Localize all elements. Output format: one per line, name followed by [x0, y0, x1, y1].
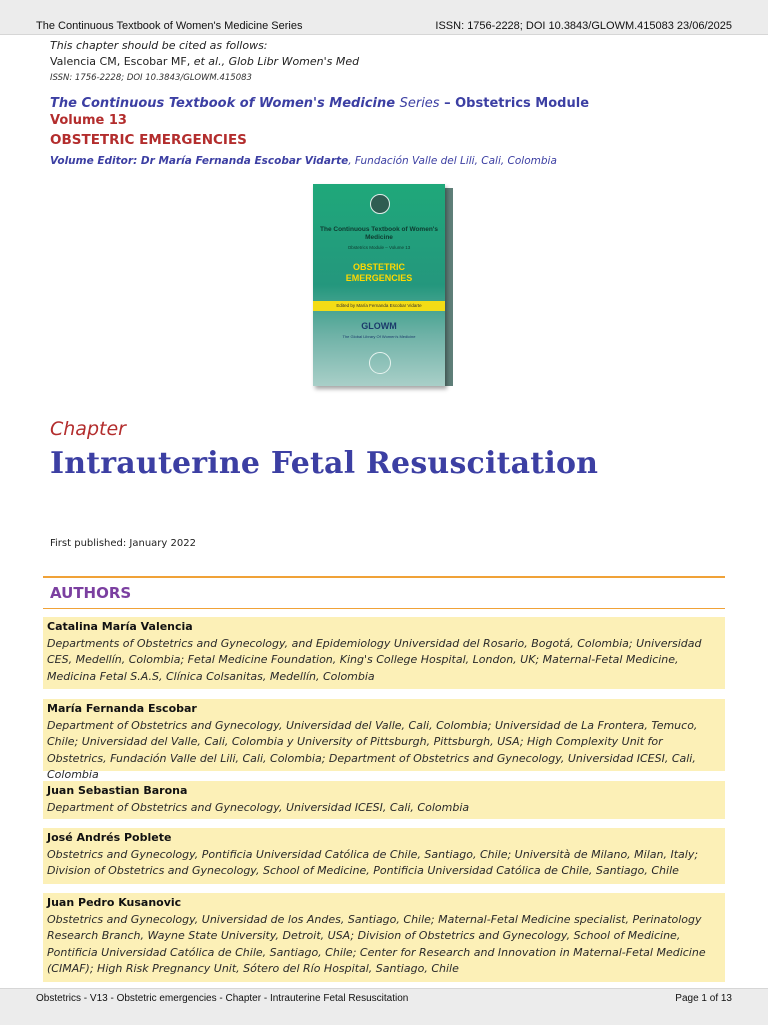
author-card — [43, 893, 725, 982]
series-title: The Continuous Textbook of Women's Medicine — [50, 96, 396, 111]
author-card — [43, 699, 725, 781]
authors-heading — [43, 576, 725, 609]
author-name: José Andrés Poblete — [47, 831, 172, 844]
header-issn-doi: ISSN: 1756-2228; DOI 10.3843/GLOWM.415083 23/06/2025 — [435, 20, 732, 32]
first-published: First published: January 2022 — [50, 538, 196, 549]
series-module: – Obstetrics Module — [439, 96, 590, 111]
page-footer — [0, 988, 768, 1025]
authors-heading-text: AUTHORS — [50, 584, 132, 602]
page-header — [0, 0, 768, 35]
series-line — [50, 95, 740, 113]
book-cover-image — [313, 184, 445, 386]
footer-chapter-info: Obstetrics - V13 - Obstetric emergencies - Chapter - Intrauterine Fetal Resuscitation — [36, 993, 409, 1004]
author-name: María Fernanda Escobar — [47, 702, 197, 715]
volume-number: Volume 13 — [50, 113, 127, 128]
author-name: Catalina María Valencia — [47, 620, 193, 633]
author-card — [43, 781, 725, 819]
cover-editor-band: Edited by María Fernanda Escobar Vidarte — [313, 301, 445, 311]
author-affiliation: Department of Obstetrics and Gynecology, Universidad del Valle, Cali, Colombia; Universidad de La Frontera, Temuco, Chile; Universidad del Valle, Cali, Colombia y University of Pittsburgh, Pittsburgh, USA; High Complexity Unit for Obstetrics, Fundación Valle del Lili, Cali, Colombia; Department of Obstetrics and Gynecology, Universidad ICESI, Cali, Colombia — [47, 718, 698, 781]
chapter-label: Chapter — [50, 418, 126, 440]
society-seal-icon — [370, 194, 390, 214]
cover-volume-title: OBSTETRIC EMERGENCIES — [345, 262, 413, 283]
author-card — [43, 828, 725, 884]
book-cover — [313, 184, 445, 386]
volume-editor — [50, 155, 750, 167]
glowm-logo-subtitle: The Global Library Of Women's Medicine — [342, 334, 416, 339]
figo-logo-icon — [369, 352, 391, 374]
page-number: Page 1 of 13 — [675, 993, 732, 1004]
cover-module: Obstetrics Module – Volume 13 — [347, 245, 411, 250]
author-card — [43, 617, 725, 689]
author-affiliation: Department of Obstetrics and Gynecology, Universidad ICESI, Cali, Colombia — [47, 800, 470, 814]
series-word: Series — [399, 96, 440, 111]
author-affiliation: Obstetrics and Gynecology, Pontificia Universidad Católica de Chile, Santiago, Chile; Università de Milano, Milan, Italy; Division of Obstetrics and Gynecology, School of Medicine, Pontificia Universidad Católica de Chile, Santiago, Chile — [47, 847, 699, 877]
volume-editor-name: Volume Editor: Dr María Fernanda Escobar Vidarte — [50, 155, 349, 167]
citation-journal: , Glob Libr Women's Med — [221, 55, 360, 68]
book-spine — [445, 188, 453, 386]
citation-reference — [50, 54, 730, 70]
citation-block — [50, 38, 730, 86]
citation-intro: This chapter should be cited as follows: — [50, 39, 268, 52]
volume-title: OBSTETRIC EMERGENCIES — [50, 132, 247, 148]
author-affiliation: Departments of Obstetrics and Gynecology, and Epidemiology Universidad del Rosario, Bogotá, Colombia; Universidad CES, Medellín, Colombia; Fetal Medicine Foundation, King's College Hospital, London, UK; Maternal-Fetal Medicine, Medicina Fetal S.A.S, Clínica Colsanitas, Medellín, Colombia — [47, 636, 702, 683]
chapter-title: Intrauterine Fetal Resuscitation — [50, 446, 599, 481]
citation-etal: et al. — [193, 55, 222, 68]
author-name: Juan Sebastian Barona — [47, 784, 188, 797]
citation-authors: Valencia CM, Escobar MF, — [50, 55, 194, 68]
author-name: Juan Pedro Kusanovic — [47, 896, 182, 909]
glowm-logo: GLOWM — [361, 321, 397, 331]
author-affiliation: Obstetrics and Gynecology, Universidad de los Andes, Santiago, Chile; Maternal-Fetal Medicine specialist, Perinatology Research Branch, Wayne State University, Detroit, USA; Division of Obstetrics and Gynecology, School of Medicine, Pontificia Universidad Católica de Chile, Santiago, Chile; Center for Research and Innovation in Maternal-Fetal Medicine (CIMAF); High Risk Pregnancy Unit, Sótero del Río Hospital, Santiago, Chile — [47, 912, 706, 975]
citation-issn: ISSN: 1756-2228; DOI 10.3843/GLOWM.415083 — [50, 73, 252, 83]
cover-series-title: The Continuous Textbook of Women's Medicine — [320, 226, 438, 241]
volume-editor-affiliation: , Fundación Valle del Lili, Cali, Colombia — [348, 155, 557, 167]
header-series-title: The Continuous Textbook of Women's Medicine Series — [36, 20, 303, 32]
